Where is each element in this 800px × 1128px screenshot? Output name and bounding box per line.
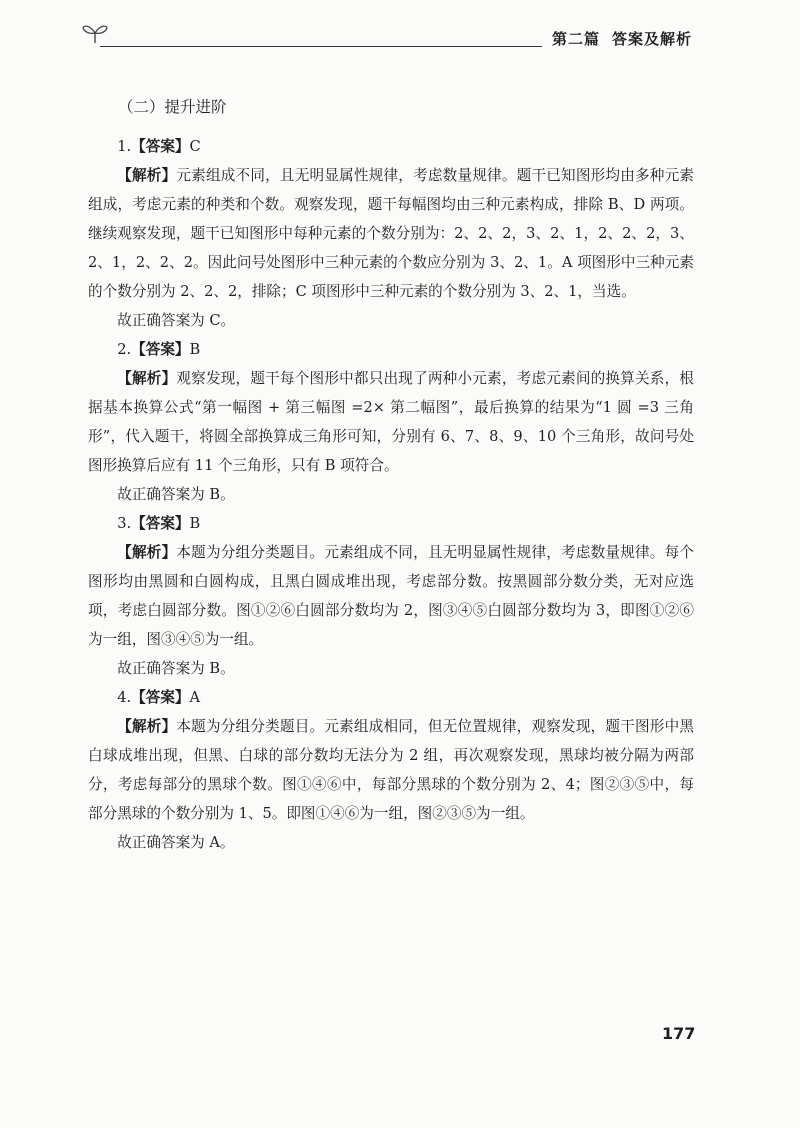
answer-line [88,509,694,538]
item-number: 2. [117,341,132,358]
answer-item-1 [88,132,694,335]
page-number: 177 [662,1024,696,1043]
analysis-paragraph [88,161,694,306]
analysis-label: 【解析】 [117,370,177,387]
answer-item-4 [88,683,694,857]
answer-label: 【答案】 [131,515,190,532]
analysis-text: 本题为分组分类题目。元素组成相同，但无位置规律，观察发现，题干图形中黑白球成堆出现，但黑、白球的部分数均无法分为 2 组，再次观察发现，黑球均被分隔为两部分，考虑每部分的黑球个数。图①④⑥中，每部分黑球的个数分别为 2、4；图②③⑤中，每部分黑球的个数分别为 1、5。即图①④⑥为一组，图②③⑤为一组。 [88,718,694,822]
analysis-paragraph [88,364,694,480]
analysis-text: 本题为分组分类题目。元素组成不同，且无明显属性规律，考虑数量规律。每个图形均由黑圆和白圆构成，且黑白圆成堆出现，考虑部分数。按黑圆部分数分类，无对应选项，考虑白圆部分数。图①②⑥白圆部分数均为 2，图③④⑤白圆部分数均为 3，即图①②⑥为一组，图③④⑤为一组。 [88,544,694,648]
analysis-text: 元素组成不同，且无明显属性规律，考虑数量规律。题干已知图形均由多种元素组成，考虑元素的种类和个数。观察发现，题干每幅图均由三种元素构成，排除 B、D 两项。继续观察发现，题干已知图形中每种元素的个数分别为：2、2、2，3、2、1，2、2、2，3、2、1，2、2、2。因此问号处图形中三种元素的个数应分别为 3、2、1。A 项图形中三种元素的个数分别为 2、2、2，排除；C 项图形中三种元素的个数分别为 3、2、1，当选。 [88,167,694,300]
header-part: 第二篇 [552,30,601,48]
page-header [0,0,800,60]
analysis-paragraph [88,712,694,828]
conclusion: 故正确答案为 A。 [117,834,235,851]
analysis-paragraph [88,538,694,654]
analysis-label: 【解析】 [117,544,177,561]
answer-item-3 [88,509,694,683]
answer-label: 【答案】 [131,138,190,155]
item-number: 3. [117,515,132,532]
item-number: 4. [117,689,132,706]
answer-value: C [189,138,201,155]
answer-line [88,683,694,712]
answer-value: B [189,515,201,532]
conclusion: 故正确答案为 B。 [117,486,235,503]
analysis-label: 【解析】 [117,718,177,735]
main-content [88,96,694,857]
analysis-text: 观察发现，题干每个图形中都只出现了两种小元素，考虑元素间的换算关系，根据基本换算公式“第一幅图 + 第三幅图 =2× 第二幅图”，最后换算的结果为“1 圆 =3 三角形”，代入题干，将圆全部换算成三角形可知，分别有 6、7、8、9、10 个三角形，故问号处图形换算后应有 11 个三角形，只有 B 项符合。 [88,370,694,474]
conclusion: 故正确答案为 B。 [117,660,235,677]
header-rule [100,46,542,47]
header-title-text: 答案及解析 [612,30,693,48]
answer-label: 【答案】 [131,689,190,706]
conclusion: 故正确答案为 C。 [117,312,236,329]
answer-label: 【答案】 [131,341,190,358]
running-header [552,28,692,49]
answer-line [88,132,694,161]
answer-value: B [189,341,201,358]
answer-line [88,335,694,364]
analysis-label: 【解析】 [117,167,177,184]
leaf-sprout-icon [82,22,108,44]
section-heading: （二）提升进阶 [118,98,227,116]
item-number: 1. [117,138,132,155]
answer-value: A [189,689,201,706]
answer-item-2 [88,335,694,509]
